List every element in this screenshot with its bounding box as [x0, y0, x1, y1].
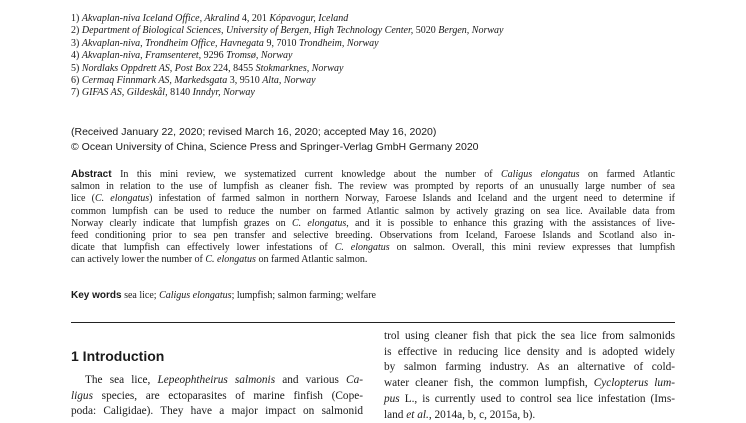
body-line: poda: Caligidae). They have a major impact on salmonid	[71, 405, 363, 418]
affiliation-line: 3) Akvaplan-niva, Trondheim Office, Havnegata 9, 7010 Trondheim, Norway	[71, 37, 379, 49]
body-line: The sea lice, Lepeophtheirus salmonis and various Ca-	[85, 374, 363, 386]
keywords-label: Key words	[71, 290, 122, 301]
abstract-line: Abstract In this mini review, we systematized current knowledge about the number of Caligus elongatus on farmed Atlantic	[71, 169, 675, 180]
affiliation-line: 1) Akvaplan-niva Iceland Office, Akralind 4, 201 Kópavogur, Iceland	[71, 13, 349, 24]
abstract-line: lice (C. elongatus) infestation of farmed salmon in northern Norway, Faroese Islands and Iceland and the urgent need to determine if	[71, 193, 676, 205]
abstract-line: salmon in relation to the use of lumpfish as cleaner fish. The review was prompted by reports of an unusually large number of sea	[71, 181, 675, 193]
affiliation-line: 5) Nordlaks Oppdrett AS, Post Box 224, 8455 Stokmarknes, Norway	[71, 62, 344, 74]
affiliation-line: 6) Cermaq Finnmark AS, Markedsgata 3, 9510 Alta, Norway	[71, 75, 316, 87]
received-info	[71, 125, 671, 154]
body-line: land et al., 2014a, b, c, 2015a, b).	[384, 408, 536, 421]
body-line: is effective in reducing lice density and is adopted widely	[384, 345, 675, 358]
affiliations	[71, 13, 671, 100]
section-divider	[71, 322, 675, 323]
keywords: Key words sea lice; Caligus elongatus; lumpfish; salmon farming; welfare	[71, 290, 376, 301]
received-dates: (Received January 22, 2020; revised March 16, 2020; accepted May 16, 2020)	[71, 126, 437, 138]
abstract-line: feed conditioning prior to sea pen transfer and selective breeding. Observations from Iceland, Faroese Islands and Scotland also in-	[71, 230, 675, 242]
abstract-line: common lumpfish can be used to reduce the number on farmed Atlantic salmon by actively grazing on sea lice. Available data from	[71, 205, 675, 217]
left-column	[71, 348, 363, 420]
copyright-notice: © Ocean University of China, Science Press and Springer-Verlag GmbH Germany 2020	[71, 140, 479, 153]
abstract-line: dicate that lumpfish can effectively lower infestations of C. elongatus on salmon. Overall, this mini review expresses that lumpfish	[71, 242, 676, 254]
abstract-line: can actively lower the number of C. elongatus on farmed Atlantic salmon.	[71, 254, 368, 266]
introduction-paragraph-continued	[384, 329, 675, 423]
affiliation-line: 7) GIFAS AS, Gildeskål, 8140 Inndyr, Norway	[71, 87, 255, 99]
abstract	[71, 169, 675, 267]
introduction-heading: 1 Introduction	[71, 348, 165, 364]
abstract-line: Norway clearly indicate that lumpfish grazes on C. elongatus, and it is possible to enhance this grazing with the assistances of live-	[71, 217, 675, 229]
affiliation-line: 2) Department of Biological Sciences, University of Bergen, High Technology Center, 5020 Bergen, Norway	[71, 25, 504, 37]
body-line: trol using cleaner fish that pick the sea lice from salmonids	[384, 330, 675, 342]
right-column	[384, 329, 675, 423]
abstract-label: Abstract	[71, 169, 112, 180]
body-line: by salmon farming industry. As an alternative of cold-	[384, 361, 675, 374]
body-line: ligus species, are ectoparasites of marine finfish (Cope-	[71, 389, 363, 402]
body-line: pus L., is currently used to control sea lice infestation (Ims-	[384, 392, 675, 405]
affiliation-line: 4) Akvaplan-niva, Framsenteret, 9296 Tromsø, Norway	[71, 50, 293, 62]
body-line: water cleaner fish, the common lumpfish, Cyclopterus lum-	[384, 377, 676, 390]
introduction-paragraph	[71, 373, 363, 420]
